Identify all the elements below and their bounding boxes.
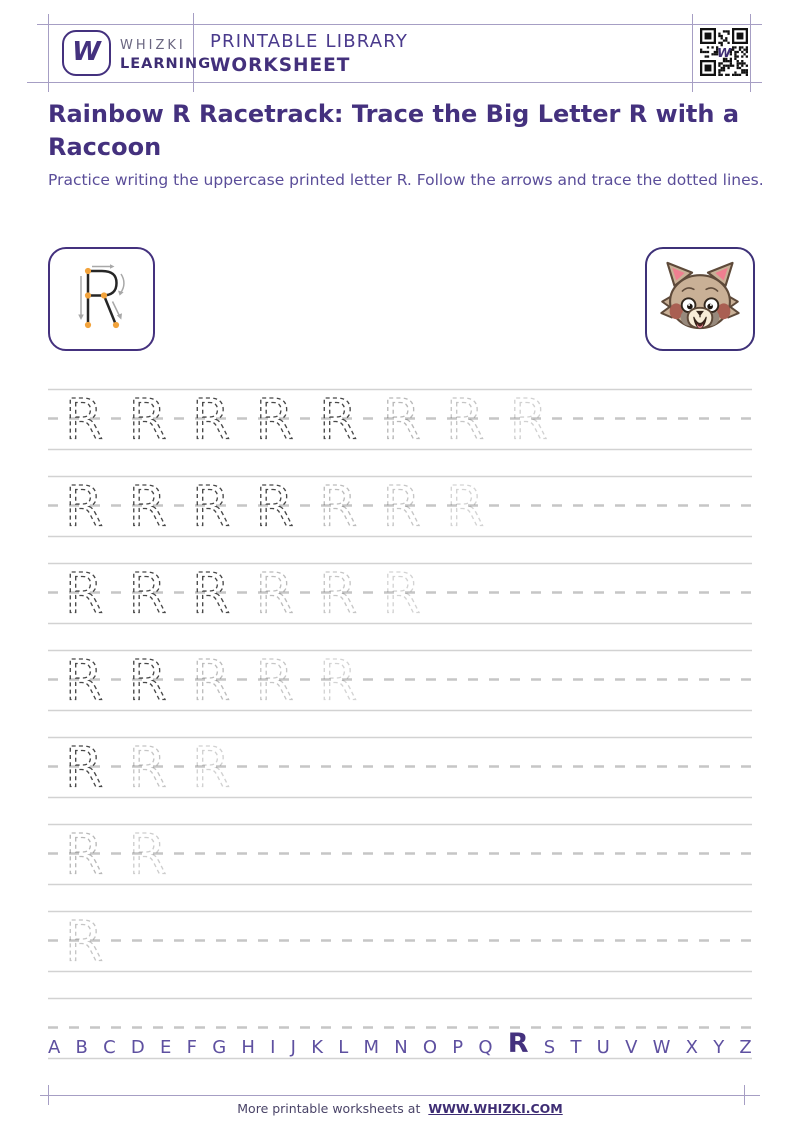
footer: [0, 1101, 800, 1116]
alphabet-letter-g: G: [212, 1037, 227, 1058]
qr-module: [741, 55, 743, 57]
qr-module: [741, 62, 743, 64]
qr-module: [705, 33, 712, 40]
dotted-trace-letter: R: [64, 910, 104, 973]
alphabet-letter-k: K: [311, 1037, 323, 1058]
dotted-trace-letter: R: [64, 388, 104, 451]
alphabet-letter-t: T: [570, 1037, 582, 1058]
dotted-trace-letter: R: [255, 388, 294, 451]
qr-module: [723, 60, 725, 62]
qr-module: [737, 62, 739, 64]
qr-module: [727, 42, 729, 44]
qr-module: [700, 51, 702, 53]
qr-module: [737, 60, 739, 62]
dotted-trace-letter: R: [191, 649, 231, 712]
qr-module: [721, 35, 723, 37]
qr-module: [711, 46, 713, 48]
qr-module: [705, 51, 707, 53]
alphabet-letter-q: Q: [478, 1037, 493, 1058]
qr-module: [721, 42, 723, 44]
qr-module: [746, 46, 748, 48]
printable-library-label: PRINTABLE LIBRARY: [210, 31, 409, 52]
dotted-trace-letter: R: [191, 562, 231, 625]
qr-module: [725, 37, 727, 39]
qr-module: [707, 46, 709, 48]
qr-module: [721, 74, 723, 76]
whizki-logo: [62, 30, 111, 76]
qr-module: [727, 67, 729, 69]
alphabet-letter-f: F: [186, 1037, 197, 1058]
tracing-row-7: [48, 910, 752, 973]
dotted-trace-letter: R: [445, 388, 485, 451]
stroke-direction-arrows: [78, 264, 124, 320]
tracing-row-5: [48, 736, 752, 799]
dotted-trace-letter: R: [509, 388, 548, 451]
qr-module: [743, 53, 745, 55]
qr-module: [737, 51, 739, 53]
qr-module: [743, 71, 745, 73]
alphabet-letter-m: M: [363, 1037, 379, 1058]
qr-module: [718, 74, 720, 76]
alphabet-letter-z: Z: [739, 1037, 752, 1058]
brand-block: [120, 38, 211, 72]
qr-module: [707, 55, 709, 57]
qr-module: [741, 71, 743, 73]
qr-module: [723, 69, 725, 71]
qr-module: [732, 65, 734, 67]
dotted-trace-letter: R: [191, 736, 231, 799]
qr-module: [746, 51, 748, 53]
qr-module: [741, 51, 743, 53]
qr-module: [725, 30, 727, 32]
qr-right-rule: [750, 14, 751, 92]
qr-module: [718, 65, 720, 67]
tracing-row-3: [48, 562, 752, 625]
dotted-trace-letter: R: [255, 562, 294, 625]
alphabet-strip: [48, 1028, 752, 1057]
qr-module: [737, 65, 739, 67]
qr-module: [725, 39, 727, 41]
alphabet-letter-p: P: [452, 1037, 464, 1058]
dotted-trace-letter: R: [382, 562, 421, 625]
qr-module: [714, 53, 716, 55]
alphabet-letter-i: I: [270, 1037, 276, 1058]
qr-module: [727, 33, 729, 35]
qr-module: [732, 74, 734, 76]
brand-subname: LEARNING: [120, 56, 212, 72]
qr-module: [734, 74, 736, 76]
qr-module: [739, 67, 741, 69]
alphabet-letter-e: E: [160, 1037, 172, 1058]
header-top-rule: [37, 24, 762, 25]
qr-center-w-icon: W: [717, 44, 731, 60]
dotted-trace-letter: R: [382, 388, 421, 451]
qr-module: [730, 62, 732, 64]
qr-module: [734, 55, 736, 57]
alphabet-letter-a: A: [48, 1037, 61, 1058]
tracing-row-6: [48, 823, 752, 886]
qr-module: [727, 60, 729, 62]
dotted-trace-letter: R: [64, 649, 104, 712]
qr-module: [718, 42, 720, 44]
qr-module: [714, 51, 716, 53]
qr-module: [718, 71, 720, 73]
tracing-row-4: [48, 649, 752, 712]
qr-module: [734, 46, 736, 48]
letter-r-stroke-guide: [71, 263, 133, 335]
dotted-trace-letter: R: [128, 649, 167, 712]
alphabet-letter-x: X: [685, 1037, 698, 1058]
qr-module: [723, 39, 725, 41]
qr-module: [734, 71, 736, 73]
alphabet-letter-v: V: [625, 1037, 638, 1058]
qr-module: [727, 65, 729, 67]
qr-module: [737, 67, 739, 69]
qr-module: [746, 65, 748, 67]
qr-module: [705, 55, 707, 57]
dotted-trace-letter: R: [128, 736, 167, 799]
dotted-trace-letter: R: [382, 475, 421, 538]
qr-module: [737, 74, 739, 76]
alphabet-letter-o: O: [422, 1037, 438, 1058]
header-bottom-rule: [27, 82, 762, 83]
qr-code: [700, 28, 748, 76]
footer-label: More printable worksheets at: [237, 1101, 421, 1116]
qr-module: [739, 46, 741, 48]
dotted-trace-letter: R: [191, 475, 231, 538]
tracing-rows: [48, 388, 752, 1060]
qr-module: [734, 58, 736, 60]
alphabet-letter-w: W: [652, 1037, 671, 1058]
qr-module: [705, 65, 712, 72]
footer-rule: [40, 1095, 760, 1096]
qr-left-rule: [692, 14, 693, 92]
qr-module: [723, 65, 725, 67]
qr-module: [739, 62, 741, 64]
qr-module: [739, 49, 741, 51]
qr-module: [741, 46, 743, 48]
qr-module: [746, 49, 748, 51]
dotted-trace-letter: R: [128, 823, 167, 886]
qr-module: [732, 46, 734, 48]
qr-module: [723, 67, 725, 69]
alphabet-letter-y: Y: [713, 1037, 725, 1058]
dotted-trace-letter: R: [255, 649, 294, 712]
qr-module: [700, 49, 702, 51]
qr-module: [702, 51, 704, 53]
qr-module: [741, 69, 743, 71]
dotted-trace-letter: R: [64, 562, 104, 625]
qr-module: [737, 55, 739, 57]
alphabet-letter-j: J: [290, 1037, 296, 1058]
dotted-trace-letter: R: [64, 736, 104, 799]
alphabet-letter-d: D: [130, 1037, 145, 1058]
alphabet-letter-u: U: [596, 1037, 610, 1058]
qr-module: [732, 49, 734, 51]
raccoon-illustration: [656, 255, 744, 343]
qr-module: [727, 74, 729, 76]
dotted-trace-letter: R: [128, 388, 167, 451]
alphabet-letter-l: L: [338, 1037, 349, 1058]
alphabet-letter-b: B: [75, 1037, 88, 1058]
page-subtitle: Practice writing the uppercase printed letter R. Follow the arrows and trace the dotted lines.: [48, 171, 764, 189]
header-left-rule: [48, 14, 49, 92]
tracing-row-2: [48, 475, 752, 538]
dotted-trace-letter: R: [128, 475, 167, 538]
raccoon-mascot-box: [645, 247, 755, 351]
qr-module: [718, 33, 720, 35]
document-type-block: [210, 31, 408, 76]
alphabet-letter-s: S: [543, 1037, 556, 1058]
alphabet-letter-n: N: [394, 1037, 408, 1058]
qr-module: [718, 35, 720, 37]
qr-module: [730, 60, 732, 62]
dotted-trace-letter: R: [64, 823, 104, 886]
qr-module: [746, 71, 748, 73]
qr-module: [725, 74, 727, 76]
qr-module: [725, 65, 727, 67]
qr-module: [727, 30, 729, 32]
qr-module: [743, 69, 745, 71]
qr-module: [721, 37, 723, 39]
qr-module: [721, 69, 723, 71]
qr-module: [711, 53, 713, 55]
logo-w-icon: W: [72, 37, 101, 67]
qr-module: [741, 65, 743, 67]
qr-module: [723, 30, 725, 32]
worksheet-label: WORKSHEET: [210, 55, 351, 76]
qr-module: [746, 74, 748, 76]
dotted-trace-letter: R: [64, 475, 104, 538]
qr-module: [739, 74, 741, 76]
qr-module: [725, 60, 727, 62]
qr-module: [737, 33, 744, 40]
letter-trace-guide-box: [48, 247, 155, 351]
dotted-trace-letter: R: [318, 475, 358, 538]
qr-module: [746, 69, 748, 71]
dotted-trace-letter: R: [318, 562, 358, 625]
page-title: Rainbow R Racetrack: Trace the Big Letter R with a Raccoon: [48, 100, 740, 161]
dotted-trace-letter: R: [128, 562, 167, 625]
dotted-trace-letter: R: [255, 475, 294, 538]
qr-module: [721, 62, 723, 64]
alphabet-letter-h: H: [241, 1037, 255, 1058]
qr-module: [718, 69, 720, 71]
qr-module: [743, 49, 745, 51]
dotted-trace-letter: R: [318, 649, 358, 712]
alphabet-letter-r-highlighted: R: [507, 1028, 529, 1059]
dotted-trace-letter: R: [191, 388, 231, 451]
qr-module: [743, 62, 745, 64]
qr-module: [741, 60, 743, 62]
brand-name: WHIZKI: [120, 38, 186, 53]
qr-module: [746, 55, 748, 57]
qr-module: [734, 53, 736, 55]
qr-module: [707, 51, 709, 53]
alphabet-letter-c: C: [103, 1037, 116, 1058]
dotted-trace-letter: R: [445, 475, 485, 538]
qr-module: [730, 65, 732, 67]
qr-module: [734, 51, 736, 53]
dotted-trace-letter: R: [318, 388, 358, 451]
tracing-row-1: [48, 388, 752, 451]
footer-link[interactable]: WWW.WHIZKI.COM: [428, 1101, 563, 1116]
qr-module: [718, 62, 720, 64]
qr-module: [721, 67, 723, 69]
